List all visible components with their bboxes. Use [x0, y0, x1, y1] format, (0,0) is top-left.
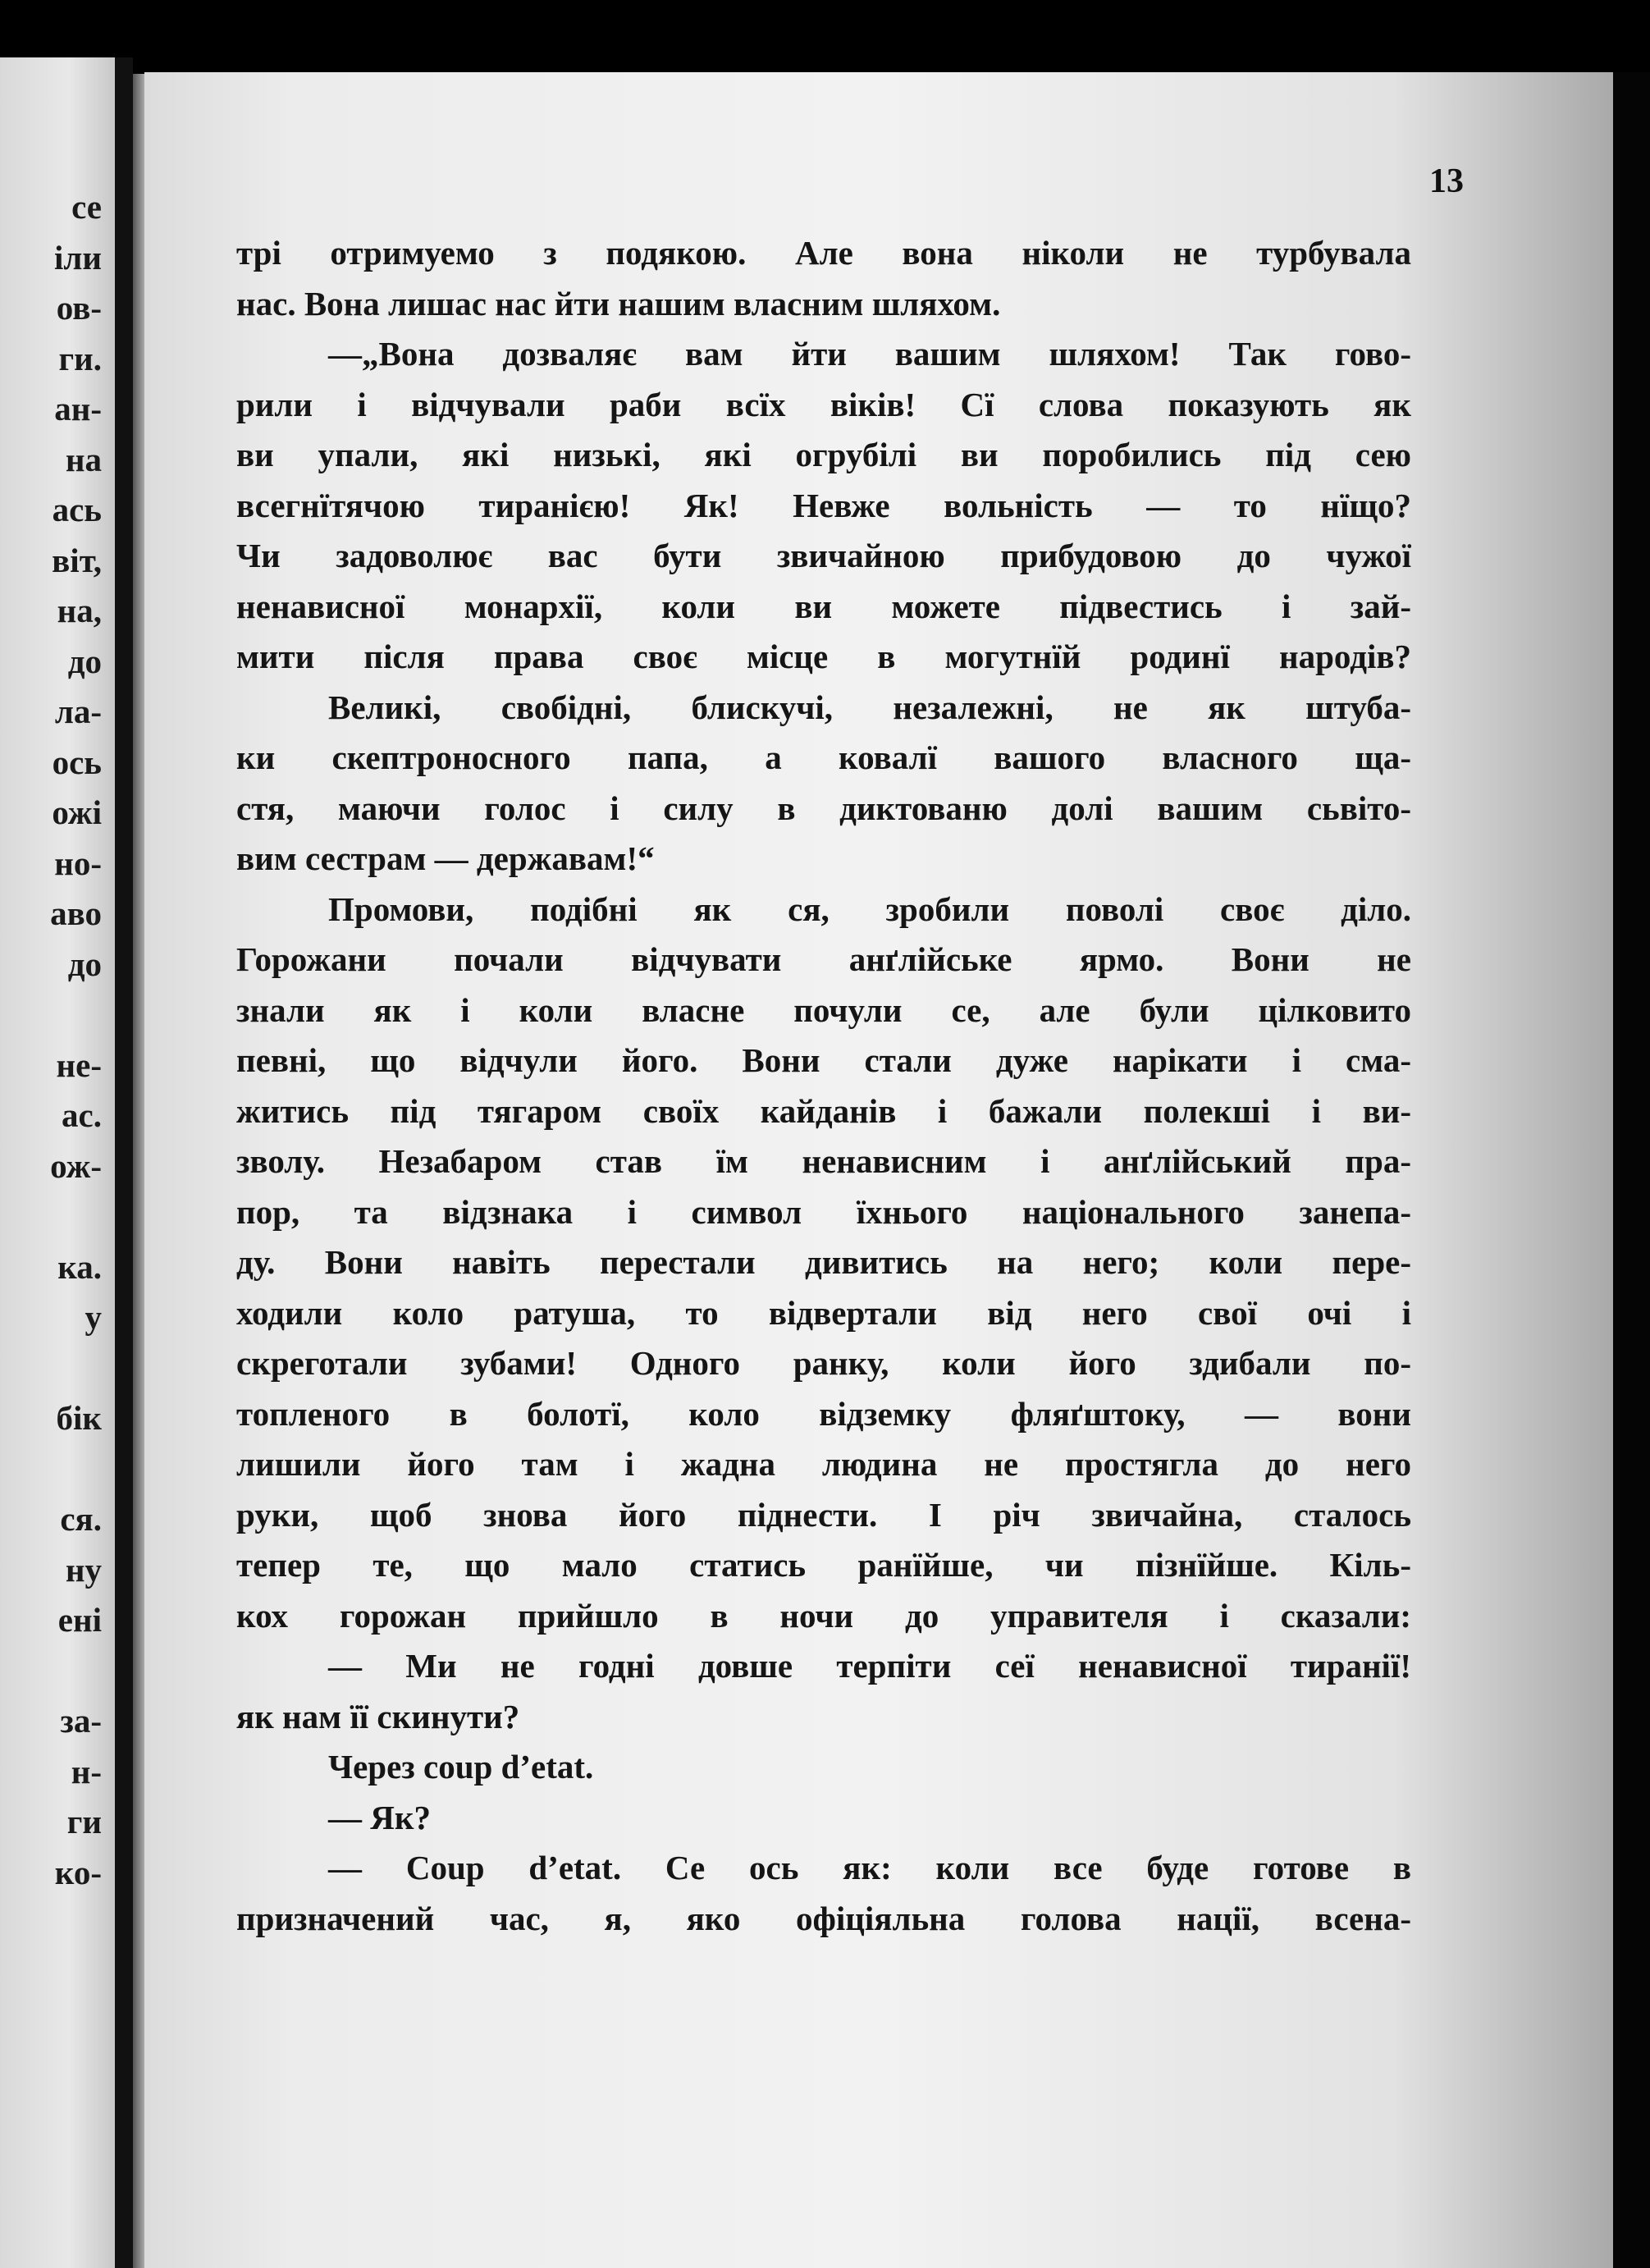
text-line: —„Вона дозваляє вам йти вашим шляхом! Так гово-: [328, 335, 1411, 373]
text-line: певні, що відчули його. Вони стали дуже нарікати і сма-: [236, 1041, 1411, 1079]
text-line: кох горожан прийшло в ночи до управителя і сказали:: [236, 1596, 1411, 1635]
text-line: Горожани почали відчувати анґлійське ярмо. Вони не: [236, 940, 1411, 978]
left-page-word-fragment: аво: [50, 894, 102, 932]
text-line: житись під тягаром своїх кайданів і бажали полекші і ви-: [236, 1091, 1411, 1130]
left-page-word-fragment: ся.: [60, 1500, 102, 1538]
left-page-word-fragment: ось: [52, 743, 102, 781]
left-page-word-fragment: ги: [66, 1803, 102, 1840]
text-line: Великі, свобідні, блискучі, незалежні, не як штуба-: [328, 688, 1411, 726]
left-page-word-fragment: за-: [60, 1702, 102, 1740]
book-page: [144, 72, 1613, 2268]
text-line: Чи задоволює вас бути звичайною прибудовою до чужої: [236, 537, 1411, 574]
text-line: як нам її скинути?: [236, 1697, 520, 1735]
text-line: пор, та відзнака і символ їхнього національного занепа-: [236, 1192, 1411, 1231]
left-page-word-fragment: не-: [56, 1045, 102, 1084]
text-line: ду. Вони навіть перестали дивитись на него; коли пере-: [236, 1243, 1411, 1281]
text-line: вим сестрам — державам!“: [236, 839, 655, 877]
text-line: рили і відчували раби всїх віків! Сї слова показують як: [236, 385, 1411, 423]
page-number: 13: [1429, 162, 1464, 200]
left-page-word-fragment: ну: [65, 1550, 102, 1589]
left-page-word-fragment: на,: [57, 592, 102, 629]
left-page-word-fragment: на: [65, 440, 102, 478]
left-page-word-fragment: но-: [54, 844, 102, 882]
left-page-word-fragment: у: [85, 1298, 102, 1336]
text-line: знали як і коли власне почули се, але були цілковито: [236, 990, 1411, 1029]
page-edge: [133, 74, 144, 2268]
page-text: [236, 228, 1411, 1944]
left-page-word-fragment: до: [67, 944, 102, 983]
text-line: Через coup d’etat.: [328, 1748, 594, 1786]
text-line: ходили коло ратуша, то відвертали від него свої очі і: [236, 1293, 1411, 1332]
left-page-fragment: [0, 57, 115, 2268]
left-page-word-fragment: ла-: [54, 693, 102, 730]
text-line: — Ми не годні довше терпіти сеї ненависної тиранії!: [328, 1647, 1411, 1685]
text-line: всегнїтячою тиранією! Як! Невже вольність — то нїщо?: [236, 486, 1411, 524]
left-page-word-fragment: віт,: [52, 541, 102, 579]
left-page-word-fragment: н-: [71, 1752, 102, 1790]
scan-border: [1613, 72, 1650, 2268]
text-line: тепер те, що мало статись ранїйше, чи пізнїйше. Кіль-: [236, 1546, 1411, 1584]
text-line: лишили його там і жадна людина не простягла до него: [236, 1445, 1411, 1483]
text-line: — Coup d’etat. Се ось як: коли все буде готове в: [328, 1849, 1411, 1886]
left-page-word-fragment: ожі: [52, 793, 102, 831]
left-page-word-fragment: бік: [56, 1399, 102, 1437]
left-page-word-fragment: ов-: [56, 289, 102, 327]
left-page-word-fragment: ас.: [62, 1096, 102, 1134]
text-line: мити після права своє місце в могутнїй родинї народів?: [236, 638, 1411, 675]
text-line: ки скептроносного папа, а ковалї вашого власного ща-: [236, 738, 1411, 776]
left-page-word-fragment: се: [71, 188, 102, 226]
left-page-word-fragment: ож-: [50, 1146, 102, 1185]
text-line: ви упали, які низькі, які огрубілі ви поробились під сею: [236, 436, 1411, 473]
text-line: призначений час, я, яко офіціяльна голова нації, всена-: [236, 1899, 1411, 1937]
left-page-word-fragment: іли: [53, 238, 102, 277]
left-page-word-fragment: ка.: [57, 1247, 102, 1286]
text-line: Промови, подібні як ся, зробили поволі своє діло.: [328, 889, 1411, 928]
left-page-word-fragment: ан-: [54, 390, 102, 428]
left-page-word-fragment: ась: [52, 491, 102, 528]
text-line: стя, маючи голос і силу в диктованю долі вашим сьвіто-: [236, 789, 1411, 827]
text-line: топленого в болотї, коло відземку фляґштоку, — вони: [236, 1394, 1411, 1433]
text-line: трі отримуемо з подякою. Але вона ніколи не турбувала: [236, 234, 1411, 272]
text-line: нас. Вона лишас нас йти нашим власним шляхом.: [236, 284, 1001, 322]
left-page-word-fragment: ені: [57, 1601, 102, 1639]
book-gutter: [115, 57, 133, 2268]
left-page-word-fragment: ги.: [58, 339, 102, 377]
text-line: — Як?: [328, 1798, 431, 1836]
text-line: зволу. Незабаром став їм ненависним і анґлійський пра-: [236, 1142, 1411, 1180]
text-line: руки, щоб знова його піднести. І річ звичайна, сталось: [236, 1495, 1411, 1534]
left-page-word-fragment: до: [67, 642, 102, 680]
left-page-word-fragment: ко-: [54, 1853, 102, 1891]
text-line: ненависної монархії, коли ви можете підвестись і зай-: [236, 587, 1411, 625]
text-line: скреготали зубами! Одного ранку, коли його здибали по-: [236, 1344, 1411, 1382]
